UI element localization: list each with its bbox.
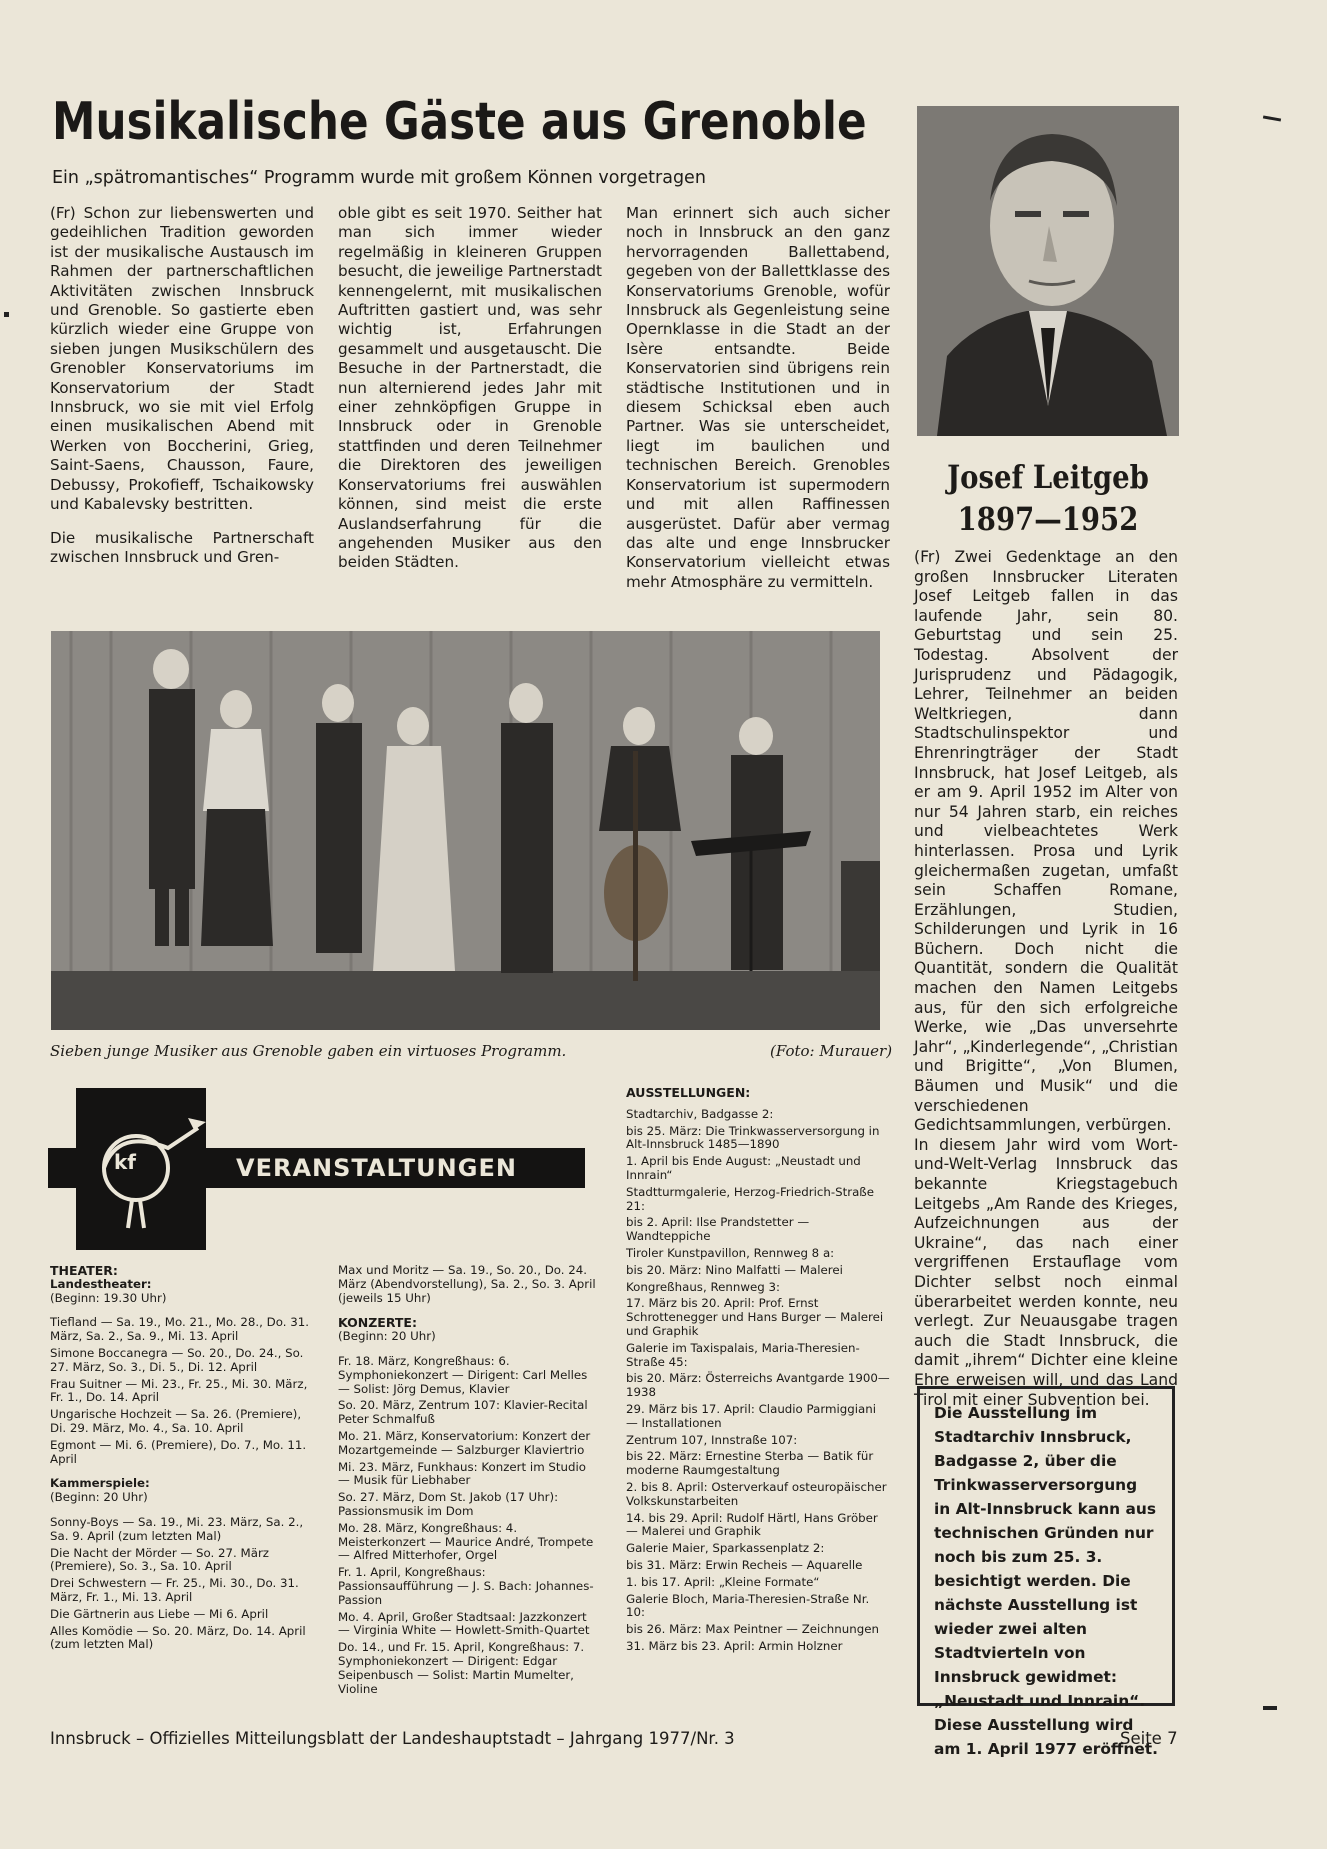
article-column-3 [626,204,890,600]
events-entry: Stadtturmgalerie, Herzog-Friedrich-Straße 21: [626,1184,874,1213]
events-entry: Kongreßhaus, Rennweg 3: [626,1279,780,1294]
events-entry: 1. bis 17. April: „Kleine Formate“ [626,1574,820,1589]
events-entry: Do. 14., und Fr. 15. April, Kongreßhaus: 7. Symphoniekonzert — Dirigent: Edgar Seipenbusch — Solist: Martin Mumelter, Violine [338,1640,585,1696]
events-entry: bis 26. März: Max Peintner — Zeichnungen [626,1622,879,1637]
events-entry: Drei Schwestern — Fr. 25., Mi. 30., Do. 31. März, Fr. 1., Mi. 13. April [50,1576,299,1604]
events-entry: 17. März bis 20. April: Prof. Ernst Schrottenegger und Hans Burger — Malerei und Graphik [626,1296,884,1338]
events-entry: Mo. 28. März, Kongreßhaus: 4. Meisterkonzert — Maurice André, Trompete — Alfred Mitterhofer, Orgel [338,1520,594,1563]
photo-caption: Sieben junge Musiker aus Grenoble gaben ein virtuoses Programm. [50,1042,567,1060]
events-entry: (Beginn: 20 Uhr) [50,1490,148,1505]
events-entry: 14. bis 29. April: Rudolf Härtl, Hans Gröber — Malerei und Graphik [626,1510,878,1539]
events-entry: Sonny-Boys — Sa. 19., Mi. 23. März, Sa. 2., Sa. 9. April (zum letzten Mal) [50,1514,304,1543]
events-entry: Frau Suitner — Mi. 23., Fr. 25., Mi. 30. März, Fr. 1., Do. 14. April [50,1376,308,1405]
events-entry: So. 20. März, Zentrum 107: Klavier-Recital Peter Schmalfuß [338,1398,588,1427]
events-entry: Max und Moritz — Sa. 19., So. 20., Do. 24. März (Abendvorstellung), Sa. 2., So. 3. April (jeweils 15 Uhr) [338,1263,596,1305]
exhibition-notice-text: Die Ausstellung im Stadtarchiv Innsbruck, Badgasse 2, über die Trinkwasserversorgung in Alt-Innsbruck kann aus technischen Gründen nur noch bis zum 25. 3. besichtigt werden. Die nächste Ausstellung ist wieder zwei alten Stadtvierteln von Innsbruck gewidmet: „Neustadt und Innrain“. Diese Ausstellung wird am 1. April 1977 eröffnet. [934,1404,1158,1758]
events-entry: (Beginn: 19.30 Uhr) [50,1290,167,1305]
sidebar-column [914,548,1178,1410]
portrait-image [917,106,1179,436]
events-section-heading: AUSSTELLUNGEN: [626,1085,751,1100]
article-paragraph: (Fr) Schon zur liebenswerten und gedeihlichen Tradition geworden ist der musikalische Austausch im Rahmen der partnerschaftlichen Aktivitäten zwischen Innsbruck und Grenoble. So gastierte eben kürzlich wieder eine Gruppe von sieben jungen Musikschülern des Grenobler Konservatoriums im Konservatorium der Stadt Innsbruck, wo sie mit viel Erfolg einen musikalischen Abend mit Werken von Boccherini, Grieg, Saint-Saens, Chausson, Faure, Debussy, Prokofieff, Tschaikowsky und Kabalevsky bestritten. [50,204,314,514]
events-entry: bis 2. April: Ilse Prandstetter — Wandteppiche [626,1215,810,1244]
events-entry: bis 25. März: Die Trinkwasserversorgung in Alt-Innsbruck 1485—1890 [626,1123,880,1152]
sidebar-person-block [935,456,1160,540]
events-entry: Galerie Bloch, Maria-Theresien-Straße Nr. 10: [626,1591,870,1620]
events-entry: Mo. 21. März, Konservatorium: Konzert der Mozartgemeinde — Salzburger Klaviertrio [338,1428,591,1457]
events-entry: Tiefland — Sa. 19., Mo. 21., Mo. 28., Do. 31. März, Sa. 2., Sa. 9., Mi. 13. April [50,1315,310,1344]
article-paragraph: Die musikalische Partnerschaft zwischen Innsbruck und Gren- [50,528,314,566]
events-entry: bis 20. März: Nino Malfatti — Malerei [626,1262,843,1277]
margin-mark [1263,115,1281,121]
events-entry: Die Nacht der Mörder — So. 27. März (Premiere), So. 3., Sa. 10. April [50,1545,269,1574]
events-column-theater [50,1264,318,1655]
events-entry: Mi. 23. März, Funkhaus: Konzert im Studio — Musik für Liebhaber [338,1459,587,1488]
events-column-exhibitions [626,1086,890,1657]
portrait-photo [917,106,1179,436]
margin-mark [4,312,9,317]
article-headline: Musikalische Gäste aus Grenoble [52,92,867,152]
events-entry: bis 31. März: Erwin Recheis — Aquarelle [626,1557,863,1572]
article-column-2 [338,204,602,581]
events-venue-heading: Kammerspiele: [50,1476,150,1491]
events-banner [48,1088,585,1250]
events-entry: bis 20. März: Österreichs Avantgarde 1900—1938 [626,1371,890,1400]
events-entry: Stadtarchiv, Badgasse 2: [626,1106,774,1121]
events-banner-title: VERANSTALTUNGEN [236,1154,517,1182]
article-column-1 [50,204,314,575]
photo-credit: (Foto: Murauer) [770,1042,893,1060]
events-entry: 2. bis 8. April: Osterverkauf osteuropäischer Volkskunstarbeiten [626,1479,887,1508]
sidebar-years: 1897—1952 [957,500,1139,538]
sidebar-paragraph: (Fr) Zwei Gedenktage an den großen Innsbrucker Literaten Josef Leitgeb fallen in das laufende Jahr, sein 80. Geburtstag und sein 25. Todestag. Absolvent der Jurisprudenz und Pädagogik, Lehrer, Teilnehmer an beiden Weltkriegen, dann Stadtschulinspektor und Ehrenringträger der Stadt Innsbruck, hat Josef Leitgeb, als er am 9. April 1952 im Alter von nur 54 Jahren starb, ein reiches und vielbeachtetes Werk hinterlassen. Prosa und Lyrik gleichermaßen zugetan, umfaßt sein Schaffen Romane, Erzählungen, Studien, Schilderungen und Lyrik in 16 Büchern. Doch nicht die Quantität, sondern die Qualität machen den Namen Leitgebs aus, für den sich erfolgreiche Werke, wie „Das unversehrte Jahr“, „Kinderlegende“, „Christian und Brigitte“, „Von Blumen, Bäumen und Musik“ und die verschiedenen Gedichtsammlungen, verbürgen. [914,548,1178,1135]
events-section-heading: THEATER: [50,1263,118,1278]
article-paragraph: oble gibt es seit 1970. Seither hat man sich immer wieder regelmäßig in kleineren Gruppen besucht, die jeweilige Partnerstadt kennengelernt, mit musikalischen Auftritten gastiert und, was sehr wichtig ist, Erfahrungen gesammelt und ausgetauscht. Die Besuche in der Partnerstadt, die nun alternierend jedes Jahr mit einer zehnköpfigen Gruppe in Innsbruck oder in Grenoble stattfinden und deren Teilnehmer die Direktoren des jeweiligen Konservatoriums frei auswählen können, sind meist die erste Auslandserfahrung für die angehenden Musiker aus den beiden Städten. [338,204,602,572]
events-entry: Fr. 18. März, Kongreßhaus: 6. Symphoniekonzert — Dirigent: Carl Melles — Solist: Jörg Demus, Klavier [338,1353,588,1396]
footer-page-number: Seite 7 [1120,1729,1178,1748]
events-section-heading: KONZERTE: [338,1315,417,1331]
events-entry: Galerie Maier, Sparkassenplatz 2: [626,1541,825,1556]
events-entry: Tiroler Kunstpavillon, Rennweg 8 a: [626,1245,835,1260]
group-photo [51,631,880,1030]
events-entry: Egmont — Mi. 6. (Premiere), Do. 7., Mo. 11. April [50,1437,307,1466]
events-column-concerts [338,1264,600,1699]
events-venue-heading: Landestheater: [50,1276,152,1291]
sidebar-paragraph: In diesem Jahr wird vom Wort-und-Welt-Verlag Innsbruck das bekannte Kriegstagebuch Leitgebs „Am Rande des Krieges, Aufzeichnungen aus der Ukraine“, das nach einer vergriffenen Erstauflage vom Dichter selbst noch einmal überarbeitet werden konnte, neu verlegt. Zur Neuausgabe tragen auch die Stadt Innsbruck, die damit „ihrem“ Dichter eine kleine Ehre erweisen will, und das Land Tirol mit einer Subvention bei. [914,1135,1178,1409]
events-entry: So. 27. März, Dom St. Jakob (17 Uhr): Passionsmusik im Dom [338,1490,559,1518]
events-entry: Alles Komödie — So. 20. März, Do. 14. April (zum letzten Mal) [50,1623,306,1652]
events-entry: Ungarische Hochzeit — Sa. 26. (Premiere), Di. 29. März, Mo. 4., Sa. 10. April [50,1407,302,1435]
footer-publication: Innsbruck – Offizielles Mitteilungsblatt der Landeshauptstadt – Jahrgang 1977/Nr. 3 [50,1729,735,1748]
events-entry: Simone Boccanegra — So. 20., Do. 24., So. 27. März, So. 3., Di. 5., Di. 12. April [50,1345,304,1374]
musicians-image [51,631,880,1030]
events-entry: Die Gärtnerin aus Liebe — Mi 6. April [50,1606,269,1621]
sidebar-name: Josef Leitgeb [947,458,1149,496]
events-logo-letters: kf [114,1150,137,1174]
article-subtitle: Ein „spätromantisches“ Programm wurde mit großem Können vorgetragen [52,168,706,188]
events-entry: 29. März bis 17. April: Claudio Parmiggiani — Installationen [626,1401,876,1430]
events-entry: Fr. 1. April, Kongreßhaus: Passionsaufführung — J. S. Bach: Johannes-Passion [338,1565,594,1607]
margin-mark [1263,1706,1277,1710]
events-entry: (Beginn: 20 Uhr) [338,1329,436,1344]
events-entry: 31. März bis 23. April: Armin Holzner [626,1638,843,1653]
events-entry: Galerie im Taxispalais, Maria-Theresien-Straße 45: [626,1340,860,1369]
events-entry: Mo. 4. April, Großer Stadtsaal: Jazzkonzert — Virginia White — Howlett-Smith-Quartet [338,1609,590,1638]
article-paragraph: Man erinnert sich auch sicher noch in Innsbruck an den ganz hervorragenden Ballettabend, gegeben von der Ballettklasse des Konservatoriums Grenoble, wofür Innsbruck als Gegenleistung seine Opernklasse in die Stadt an der Isère entsandte. Beide Konservatorien sind übrigens rein städtische Institutionen und in diesem Schicksal eben auch Partner. Was sie unterscheidet, liegt im baulichen und technischen Bereich. Grenobles Konservatorium ist supermodern und mit allen Raffinessen ausgerüstet. Dafür aber vermag das alte und enge Innsbrucker Konservatorium vielleicht etwas mehr Atmosphäre zu vermitteln. [626,204,890,591]
events-entry: 1. April bis Ende August: „Neustadt und Innrain“ [626,1154,861,1182]
events-entry: bis 22. März: Ernestine Sterba — Batik für moderne Raumgestaltung [626,1449,874,1478]
events-entry: Zentrum 107, Innstraße 107: [626,1432,798,1447]
